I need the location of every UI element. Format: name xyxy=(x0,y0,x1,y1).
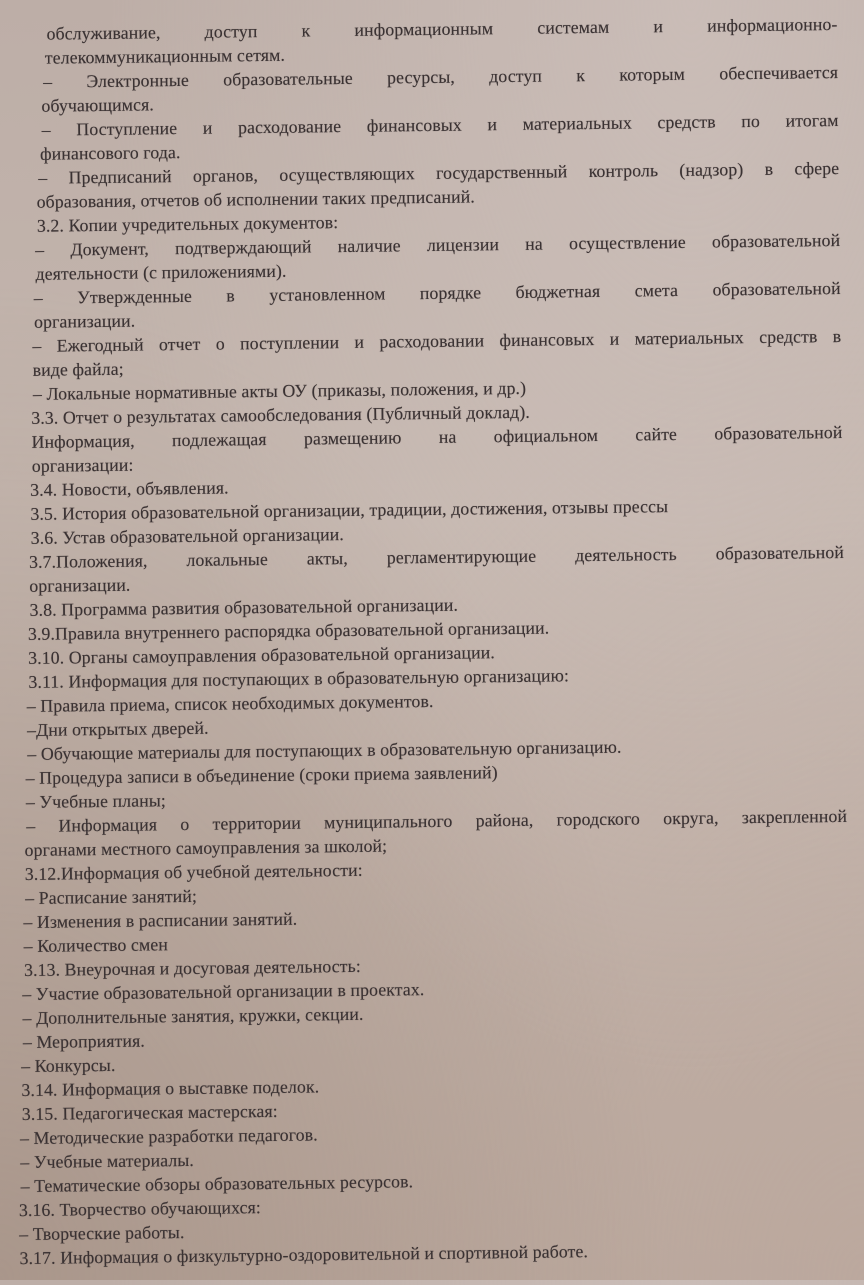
text-line: – Участие образовательной организации в проектах. xyxy=(22,979,425,1005)
text-line: – Творческие работы. xyxy=(19,1222,185,1245)
text-word: расходовании xyxy=(379,330,485,352)
text-word: и xyxy=(202,117,213,138)
text-word: Поступление xyxy=(76,118,178,140)
text-word: закрепленной xyxy=(741,805,848,828)
text-word: итогам xyxy=(785,109,839,131)
text-word: образовательной xyxy=(711,229,841,252)
text-word: – xyxy=(35,239,45,260)
text-word: деятельность xyxy=(575,544,677,566)
text-word: района, xyxy=(475,809,534,831)
text-word: подтверждающий xyxy=(174,236,312,259)
text-word: которым xyxy=(619,63,686,85)
text-line: – Локальные нормативные акты ОУ (приказы, положения, и др.) xyxy=(32,377,527,404)
text-line: 3.3. Отчет о результатах самообследования (Публичный доклад). xyxy=(31,401,530,428)
text-line xyxy=(46,13,837,45)
text-word: – xyxy=(38,167,48,188)
text-word: осуществление xyxy=(568,231,686,254)
text-word: и xyxy=(354,331,365,352)
text-word: размещению xyxy=(303,427,402,449)
text-word: округа, xyxy=(663,807,719,829)
text-word: системам xyxy=(537,16,610,38)
text-line: – Учебные планы; xyxy=(25,790,166,812)
text-line: 3.12.Информация об учебной деятельности: xyxy=(24,859,363,884)
text-word: смета xyxy=(634,279,679,301)
text-word: городского xyxy=(556,808,641,830)
text-line: 3.6. Устав образовательной организации. xyxy=(30,524,344,548)
text-word: поступлении xyxy=(239,332,340,354)
text-line: 3.14. Информация о выставке поделок. xyxy=(21,1076,320,1101)
text-line: организации. xyxy=(29,574,131,596)
text-word: образовательные xyxy=(223,67,353,90)
text-word: в xyxy=(764,158,774,179)
text-line: 3.5. История образовательной организации, традиции, достижения, отзывы прессы xyxy=(30,496,669,524)
text-word: доступ xyxy=(204,21,258,42)
text-word: материальных xyxy=(634,327,744,349)
text-word: образовательной xyxy=(712,277,841,300)
text-word: Информация, xyxy=(31,430,135,452)
text-line: организации. xyxy=(33,310,136,332)
text-line: – Методические разработки педагогов. xyxy=(19,1124,318,1149)
text-line: образования, отчетов об исполнении таких предписаний. xyxy=(36,186,475,212)
text-word: акты, xyxy=(306,548,348,569)
text-line: 3.2. Копии учредительных документов: xyxy=(36,212,339,236)
text-word: регламентирующие xyxy=(386,545,537,568)
text-word: финансовых xyxy=(499,328,595,351)
text-word: отчет xyxy=(158,333,201,355)
text-line xyxy=(32,325,841,357)
text-word: Ежегодный xyxy=(56,334,144,356)
text-word: сфере xyxy=(794,157,840,179)
text-word: – xyxy=(41,119,51,140)
text-word: в xyxy=(832,325,842,347)
text-word: контроль xyxy=(588,160,659,182)
text-word: и xyxy=(609,328,620,349)
text-line: – Изменения в расписании занятий. xyxy=(23,908,298,933)
text-word: официальном xyxy=(493,424,599,447)
text-word: информационно- xyxy=(707,14,838,36)
text-word: (надзор) xyxy=(679,159,744,180)
text-line: 3.11. Информация для поступающих в образовательную организацию: xyxy=(28,665,570,692)
text-word: и xyxy=(653,16,664,37)
text-line: 3.9.Правила внутреннего распорядка образовательной организации. xyxy=(27,617,550,644)
text-word: – xyxy=(33,287,43,308)
text-word: ресурсы, xyxy=(386,66,455,88)
text-word: на xyxy=(438,426,457,447)
text-line: организации: xyxy=(31,454,134,476)
text-line: – Количество смен xyxy=(23,934,168,957)
text-line: 3.4. Новости, объявления. xyxy=(30,477,229,500)
text-line: – Обучающие материалы для поступающих в образовательную организацию. xyxy=(27,736,622,764)
text-line: – Процедура записи в объединение (сроки приема заявлений) xyxy=(25,762,498,788)
text-word: лицензии xyxy=(426,234,500,256)
text-line: –Дни открытых дверей. xyxy=(26,717,209,740)
text-word: 3.7.Положения, xyxy=(28,550,148,572)
text-word: подлежащая xyxy=(171,429,267,451)
text-word: бюджетная xyxy=(515,280,601,302)
text-word: о xyxy=(180,813,190,835)
text-word: Предписаний xyxy=(68,166,172,188)
text-line: 3.13. Внеурочная и досуговая деятельность: xyxy=(23,955,361,981)
text-word: в xyxy=(226,285,235,306)
text-line: обучающимся. xyxy=(41,94,155,116)
text-word: Информация xyxy=(58,814,158,836)
text-word: Документ, xyxy=(70,238,150,260)
text-line xyxy=(42,109,839,141)
text-line: – Дополнительные занятия, кружки, секции. xyxy=(22,1003,364,1029)
text-word: наличие xyxy=(337,235,401,257)
text-word: обеспечивается xyxy=(719,61,839,84)
text-word: доступ xyxy=(489,65,543,87)
text-word: Утвержденные xyxy=(77,285,193,308)
text-word: образовательной xyxy=(715,541,845,564)
text-line: – Мероприятия. xyxy=(22,1030,145,1053)
text-line: телекоммуникационным сетям. xyxy=(44,44,286,68)
text-word: сайте xyxy=(635,423,678,445)
text-word: к xyxy=(576,65,586,86)
text-line: – Тематические обзоры образовательных ресурсов. xyxy=(20,1171,414,1197)
text-word: – xyxy=(43,71,53,92)
text-word: Электронные xyxy=(86,69,189,92)
text-word: материальных xyxy=(522,112,632,134)
text-word: к xyxy=(301,20,311,41)
text-word: территории xyxy=(212,812,301,834)
text-word: финансовых xyxy=(366,114,462,136)
text-word: по xyxy=(741,110,761,132)
text-line: – Расписание занятий; xyxy=(24,885,198,908)
text-word: государственный xyxy=(435,161,568,183)
text-line: органами местного самоуправления за школой; xyxy=(24,835,388,860)
text-word: порядке xyxy=(419,282,482,304)
text-word: установленном xyxy=(269,283,386,305)
text-word: и xyxy=(487,114,498,135)
text-line: 3.8. Программа развития образовательной организации. xyxy=(29,594,459,620)
text-word: обслуживание, xyxy=(46,22,161,44)
text-word: средств xyxy=(657,111,716,133)
text-word: образовательной xyxy=(714,421,843,444)
text-word: локальные xyxy=(186,548,269,570)
text-word: о xyxy=(215,333,225,354)
text-word: информационным xyxy=(354,18,494,40)
text-line: 3.10. Органы самоуправления образовательной организации. xyxy=(28,642,495,668)
text-line: 3.15. Педагогическая мастерская: xyxy=(21,1100,278,1125)
text-word: муниципального xyxy=(323,810,453,833)
text-line: – Правила приема, список необходимых документов. xyxy=(26,690,434,716)
text-word: на xyxy=(525,233,543,254)
text-line: виде файла; xyxy=(32,358,124,380)
text-line: 3.16. Творчество обучающихся: xyxy=(18,1197,261,1221)
text-word: расходование xyxy=(237,116,342,138)
text-word: – xyxy=(32,335,42,356)
text-word: органов, xyxy=(192,165,259,186)
text-line: финансового года. xyxy=(39,142,181,164)
text-line: деятельности (с приложениями). xyxy=(35,260,287,284)
text-word: – xyxy=(26,815,36,836)
text-word: осуществляющих xyxy=(279,163,415,185)
text-word: средств xyxy=(759,326,818,347)
text-line: – Учебные материалы. xyxy=(20,1149,195,1173)
text-line: 3.17. Информация о физкультурно-оздоровительной и спортивной работе. xyxy=(19,1241,589,1269)
text-line: – Конкурсы. xyxy=(21,1054,116,1077)
